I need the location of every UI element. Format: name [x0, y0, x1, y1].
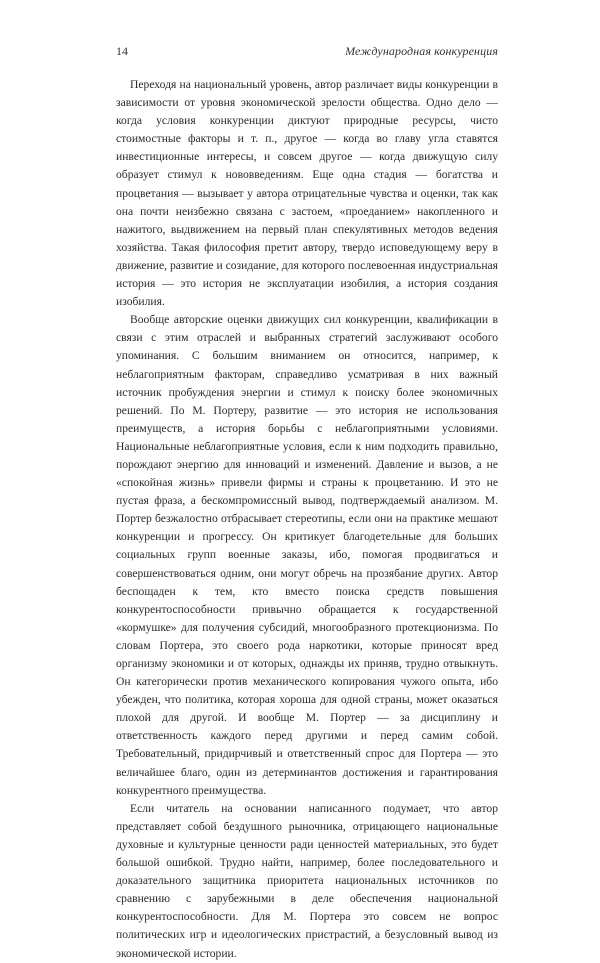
- body-text: [116, 76, 498, 963]
- page-header: [116, 44, 498, 60]
- paragraph: Вообще авторские оценки движущих сил конкуренции, квалификации в связи с этим отраслей и выбранных стратегий заслуживают особого упоминания. С большим вниманием он относится, например, к неблагоприятным факторам, справедливо усматривая в них важный источник пробуждения энергии и стимул к поиску более экономичных решений. По М. Портеру, развитие — это история не использования преимуществ, а история борьбы с неблагоприятными условиями. Национальные неблагоприятные условия, если к ним подходить правильно, порождают энергию для инноваций и изменений. Давление и вызов, а не «спокойная жизнь» привели фирмы и страны к процветанию. И это не пустая фраза, а бескомпромиссный вывод, подтверждаемый анализом. М. Портер безжалостно отбрасывает стереотипы, если они на практике мешают конкуренции и прогрессу. Он критикует благодетельные для больших социальных групп военные заказы, ибо, помогая продвигаться и совершенствоваться одним, они могут обречь на прозябание других. Автор беспощаден к тем, кто вместо поиска средств повышения конкурентоспособности привычно обращается к государственной «кормушке» для получения субсидий, многообразного протекционизма. По словам Портера, это своего рода наркотики, которые приносят вред организму экономики и от которых, однажды их приняв, трудно отвыкнуть. Он категорически против механического копирования чужого опыта, ибо убежден, что политика, которая хороша для одной страны, может оказаться плохой для другой. И вообще М. Портер — за дисциплину и ответственность каждого перед другими и перед самим собой. Требовательный, придирчивый и ответственный спрос для Портера — это величайшее благо, один из детерминантов достижения и гарантирования конкурентного преимущества.: [116, 313, 498, 797]
- paragraph: Если читатель на основании написанного подумает, что автор представляет собой бездушного рыночника, отрицающего национальные духовные и культурные ценности ради ценностей материальных, это будет большой ошибкой. Трудно найти, например, более последовательного и доказательного защитника приоритета национальных источников по сравнению с зарубежными в деле обеспечения национальной конкурентоспособности. Для М. Портера это совсем не вопрос политических игр и идеологических пристрастий, а безусловный вывод из экономической истории.: [116, 801, 498, 960]
- page-number: 14: [116, 44, 128, 58]
- running-title: Международная конкуренция: [345, 44, 498, 58]
- paragraph: Переходя на национальный уровень, автор различает виды конкуренции в зависимости от уровня экономической зрелости общества. Одно дело — когда условия конкуренции диктуют природные ресурсы, чисто стоимостные факторы и т. п., другое — когда во главу угла ставятся инвестиционные интересы, и совсем другое — когда движущую силу образует стимул к нововведениям. Еще одна стадия — богатства и процветания — вызывает у автора отрицательные чувства и оценки, так как она почти неизбежно связана с застоем, «проеданием» накопленного и нажитого, выдвижением на первый план спекулятивных методов ведения хозяйства. Такая философия претит автору, твердо исповедующему веру в движение, развитие и созидание, для которого послевоенная индустриальная история — это история не эксплуатации изобилия, а история создания изобилия.: [116, 78, 498, 309]
